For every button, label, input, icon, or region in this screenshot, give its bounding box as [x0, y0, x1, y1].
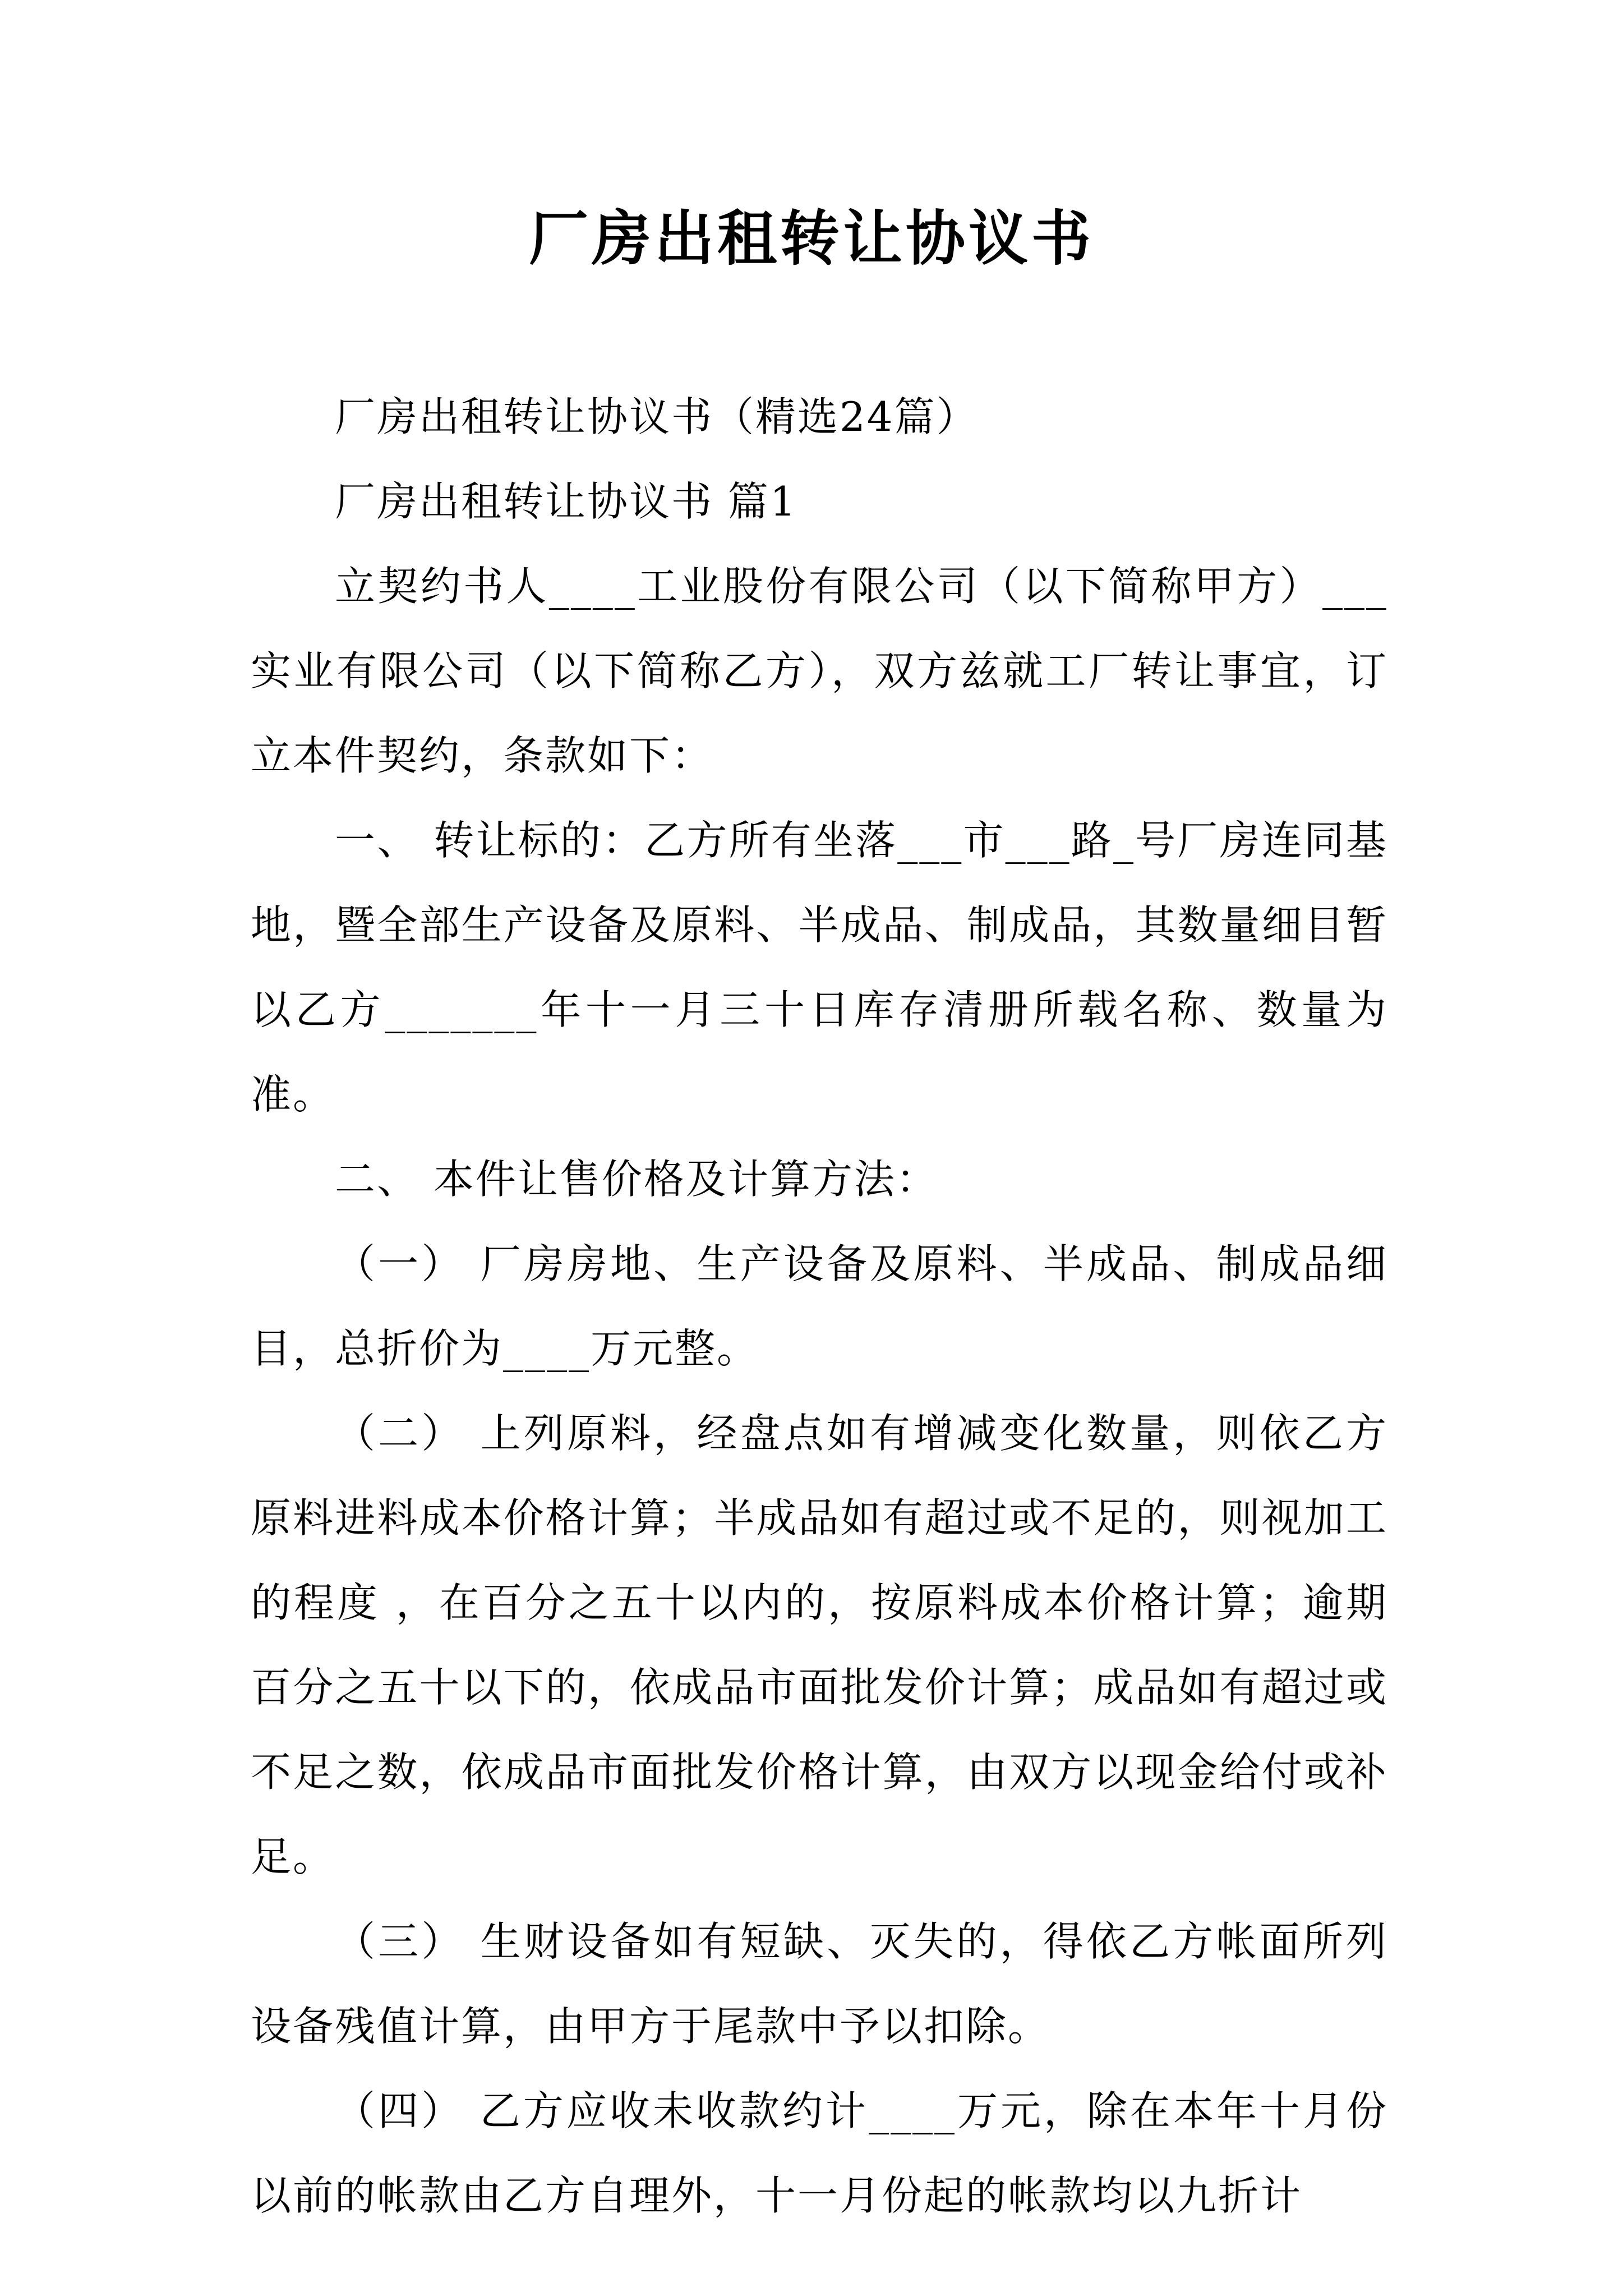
document-title: 厂房出租转让协议书 [529, 203, 1094, 273]
paragraph-parties: 立契约书人____工业股份有限公司（以下简称甲方）___实业有限公司（以下简称乙方），双方兹就工厂转让事宜，订立本件契约，条款如下： [251, 563, 1388, 779]
document-body [251, 375, 1388, 2238]
paragraph-clause-1: 一、 转让标的：乙方所有坐落___市___路_号厂房连同基地，暨全部生产设备及原料、半成品、制成品，其数量细目暂以乙方_______年十一月三十日库存清册所载名称、数量为准。 [251, 817, 1388, 1118]
paragraph-item-1: （一） 厂房房地、生产设备及原料、半成品、制成品细目，总折价为____万元整。 [251, 1240, 1388, 1372]
paragraph-clause-2: 二、 本件让售价格及计算方法： [335, 1156, 938, 1203]
paragraph-item-3: （三） 生财设备如有短缺、灭失的，得依乙方帐面所列设备残值计算，由甲方于尾款中予以扣除。 [251, 1918, 1388, 2050]
paragraph-item-2: （二） 上列原料，经盘点如有增减变化数量，则依乙方原料进料成本价格计算；半成品如有超过或不足的，则视加工的程度 ，在百分之五十以内的，按原料成本价格计算；逾期百分之五十以下的，依成品市面批发价计算；成品如有超过或不足之数，依成品市面批发价格计算，由双方以现金给付或补足。 [251, 1410, 1388, 1880]
paragraph-item-4: （四） 乙方应收未收款约计____万元，除在本年十月份以前的帐款由乙方自理外，十一月份起的帐款均以九折计 [251, 2087, 1388, 2219]
paragraph-collection-title: 厂房出租转让协议书（精选24篇） [335, 393, 979, 440]
paragraph-chapter-heading: 厂房出租转让协议书 篇1 [335, 478, 797, 525]
